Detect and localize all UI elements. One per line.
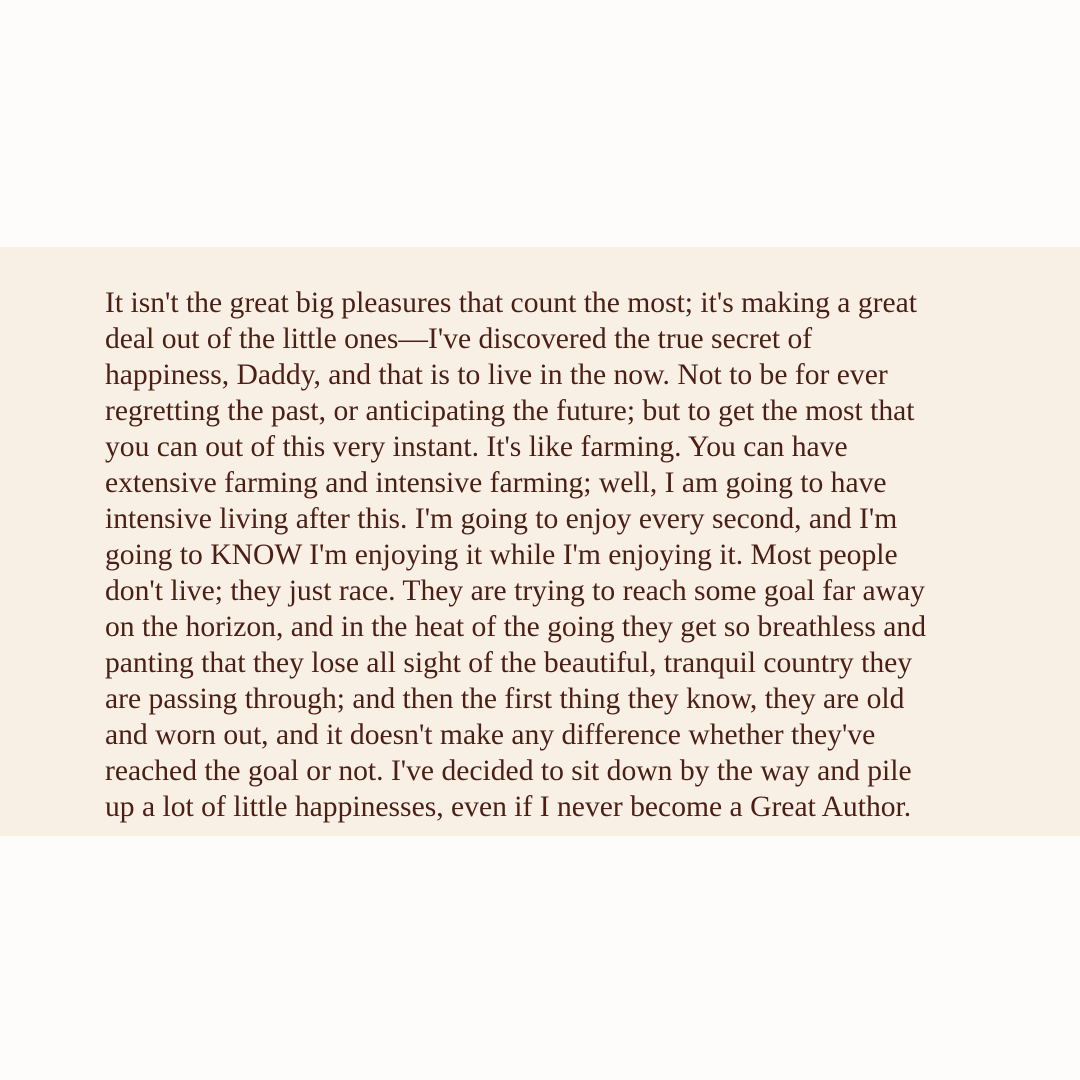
page-excerpt-panel — [0, 247, 1080, 836]
excerpt-line: are passing through; and then the first thing they know, they are old — [105, 683, 905, 715]
excerpt-line: and worn out, and it doesn't make any difference whether they've — [105, 719, 876, 751]
excerpt-line: reached the goal or not. I've decided to sit down by the way and pile — [105, 755, 912, 787]
excerpt-line: intensive living after this. I'm going to enjoy every second, and I'm — [105, 503, 898, 535]
excerpt-line: regretting the past, or anticipating the future; but to get the most that — [105, 395, 915, 427]
excerpt-text — [105, 285, 1005, 825]
excerpt-line: going to KNOW I'm enjoying it while I'm enjoying it. Most people — [105, 539, 898, 571]
cut-off-next-line — [105, 825, 985, 836]
cut-off-line-fragment — [105, 825, 985, 833]
excerpt-line: extensive farming and intensive farming; well, I am going to have — [105, 467, 887, 499]
excerpt-line: up a lot of little happinesses, even if I never become a Great Author. — [105, 791, 912, 823]
excerpt-line: on the horizon, and in the heat of the going they get so breathless and — [105, 611, 927, 643]
excerpt-line: happiness, Daddy, and that is to live in the now. Not to be for ever — [105, 359, 888, 391]
excerpt-line: don't live; they just race. They are trying to reach some goal far away — [105, 575, 925, 607]
excerpt-line: you can out of this very instant. It's like farming. You can have — [105, 431, 848, 463]
excerpt-line: deal out of the little ones—I've discovered the true secret of — [105, 323, 813, 355]
excerpt-line: panting that they lose all sight of the beautiful, tranquil country they — [105, 647, 913, 679]
excerpt-line: It isn't the great big pleasures that count the most; it's making a great — [105, 287, 917, 319]
